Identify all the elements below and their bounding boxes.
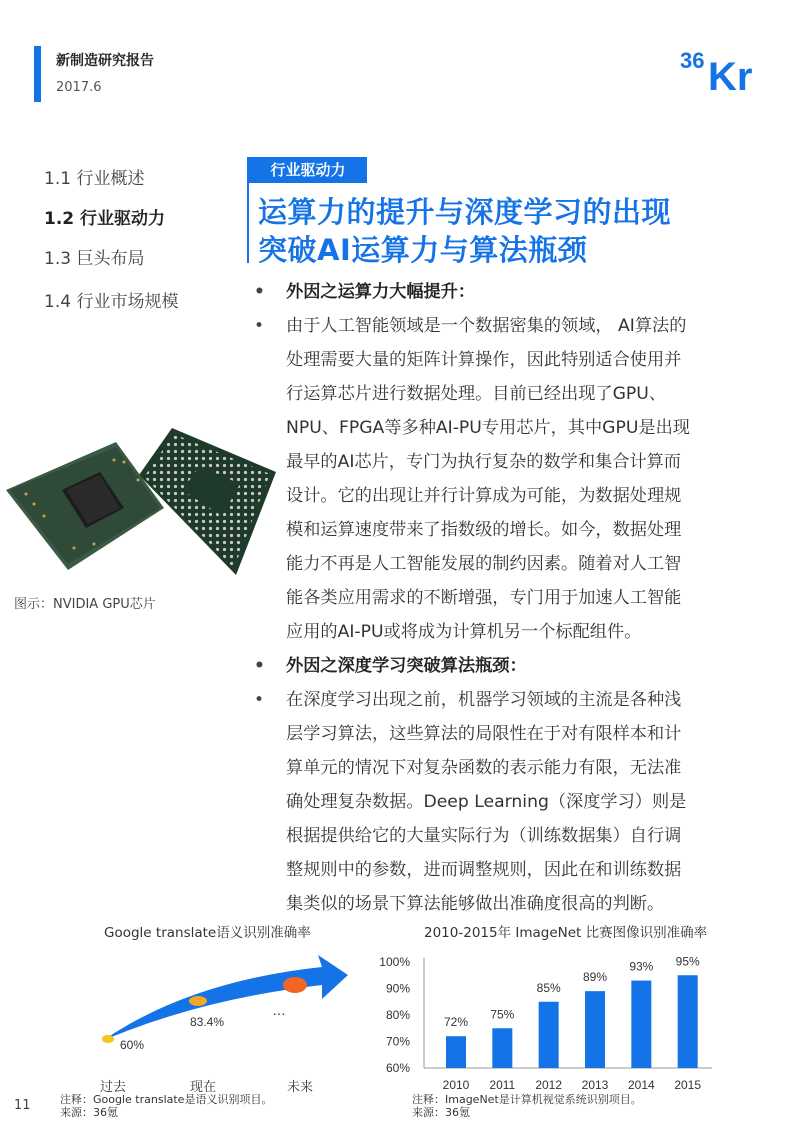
report-date: 2017.6 — [56, 80, 102, 95]
chart1-xtick-1: 现在 — [190, 1079, 217, 1094]
chart2-ytick-3: 90% — [385, 981, 410, 996]
chart2-data-label-2014: 93% — [629, 959, 654, 974]
headline-line-1: 运算力的提升与深度学习的出现 — [258, 195, 672, 229]
chart2-data-label-2012: 85% — [536, 980, 561, 995]
chart1-note: 注释：Google translate是语义识别项目。 来源：36氪 — [60, 1093, 273, 1119]
toc-item-market-size[interactable]: 1.4 行业市场规模 — [44, 292, 179, 312]
chart1-label-2: … — [272, 1002, 286, 1018]
chart1-label-1: 83.4% — [190, 1015, 225, 1029]
chart2-xtick-2015: 2015 — [674, 1078, 702, 1092]
headline-line-2: 突破AI运算力与算法瓶颈 — [258, 233, 588, 267]
chart1-svg — [40, 945, 360, 1095]
chart1-label-0: 60% — [120, 1038, 145, 1052]
chart2-xtick-2010: 2010 — [442, 1078, 470, 1092]
chart2-xtick-2013: 2013 — [581, 1078, 609, 1092]
chart2-ytick-4: 100% — [379, 955, 410, 969]
chart2-bar-2013 — [585, 991, 605, 1068]
toc-item-drivers[interactable]: 1.2 行业驱动力 — [44, 209, 166, 229]
header-accent-bar — [34, 46, 41, 102]
chart2-bar-2012 — [539, 1002, 559, 1068]
chart2-data-label-2011: 75% — [490, 1007, 515, 1022]
chart1-xtick-2: 未来 — [287, 1079, 314, 1094]
body-bullet-list — [254, 275, 744, 921]
chart2-bar-2011 — [492, 1028, 512, 1068]
toc-item-giants[interactable]: 1.3 巨头布局 — [44, 249, 145, 269]
chart2-note: 注释：ImageNet是计算机视觉系统识别项目。 来源：36氪 — [412, 1093, 642, 1119]
chart2-data-label-2010: 72% — [443, 1015, 469, 1030]
page-number: 11 — [14, 1098, 31, 1113]
chart2-xtick-2014: 2014 — [627, 1078, 655, 1092]
chart2-ytick-2: 80% — [385, 1008, 410, 1022]
toc-item-overview[interactable]: 1.1 行业概述 — [44, 169, 145, 189]
gpu-chip-image — [4, 420, 280, 590]
bullet-paragraph-deep-learning: • 在深度学习出现之前，机器学习领域的主流是各种浅 层学习算法，这些算法的局限性在于对有限样本和计 算单元的情况下对复杂函数的表示能力有限，无法准 确处理复杂数据。Deep Learning（深度学习）则是 根据提供给它的大量实际行为（训练数据集）自行调 整规则中的参数，进而调整规则，因此在和训练数据 集类似的场景下算法能够做出准确度很高的判断。 — [254, 683, 744, 921]
chart2-bar-2014 — [631, 981, 651, 1068]
chart2-svg — [360, 945, 730, 1095]
chart1-xtick-0: 过去 — [100, 1079, 127, 1094]
chart2-data-label-2015: 95% — [675, 954, 700, 969]
chart1-title: Google translate语义识别准确率 — [104, 925, 311, 941]
chart2-xtick-2012: 2012 — [535, 1078, 563, 1092]
chart1-point-1 — [189, 996, 207, 1006]
logo-kr-text: Kr — [708, 55, 753, 95]
chart2-ytick-0: 60% — [385, 1061, 410, 1075]
chart2-bar-2015 — [678, 975, 698, 1068]
chart2-bar-2010 — [446, 1036, 466, 1068]
report-title: 新制造研究报告 — [56, 53, 154, 69]
section-tag: 行业驱动力 — [249, 157, 367, 183]
logo-36-text: 36 — [680, 48, 705, 73]
chart1-point-0 — [102, 1035, 114, 1043]
chart2-data-label-2013: 89% — [582, 970, 608, 985]
bullet-paragraph-compute: • 由于人工智能领域是一个数据密集的领域， AI算法的 处理需要大量的矩阵计算操作，因此特别适合使用并 行运算芯片进行数据处理。目前已经出现了GPU、 NPU、FPGA等多种AI-PU专用芯片，其中GPU是出现 最早的AI芯片，专门为执行复杂的数学和集合计算而 设计。它的出现让并行计算成为可能，为数据处理规 模和运算速度带来了指数级的增长。如今，数据处理 能力不再是人工智能发展的制约因素。随着对人工智 能各类应用需求的不断增强，专门用于加速人工智能 应用的AI-PU或将成为计算机另一个标配组件。 — [254, 309, 744, 649]
chart2-ytick-1: 70% — [385, 1034, 410, 1049]
bullet-title-compute: • 外因之运算力大幅提升： — [254, 275, 744, 309]
bullet-title-deep-learning: • 外因之深度学习突破算法瓶颈： — [254, 649, 744, 683]
chart2-title: 2010-2015年 ImageNet 比赛图像识别准确率 — [424, 925, 708, 941]
chart2-xtick-2011: 2011 — [489, 1078, 516, 1092]
chart1-growth-arrow — [102, 955, 348, 1041]
chart1-point-future — [283, 977, 307, 993]
chip-image-caption: 图示：NVIDIA GPU芯片 — [14, 597, 156, 612]
brand-logo — [680, 40, 770, 95]
